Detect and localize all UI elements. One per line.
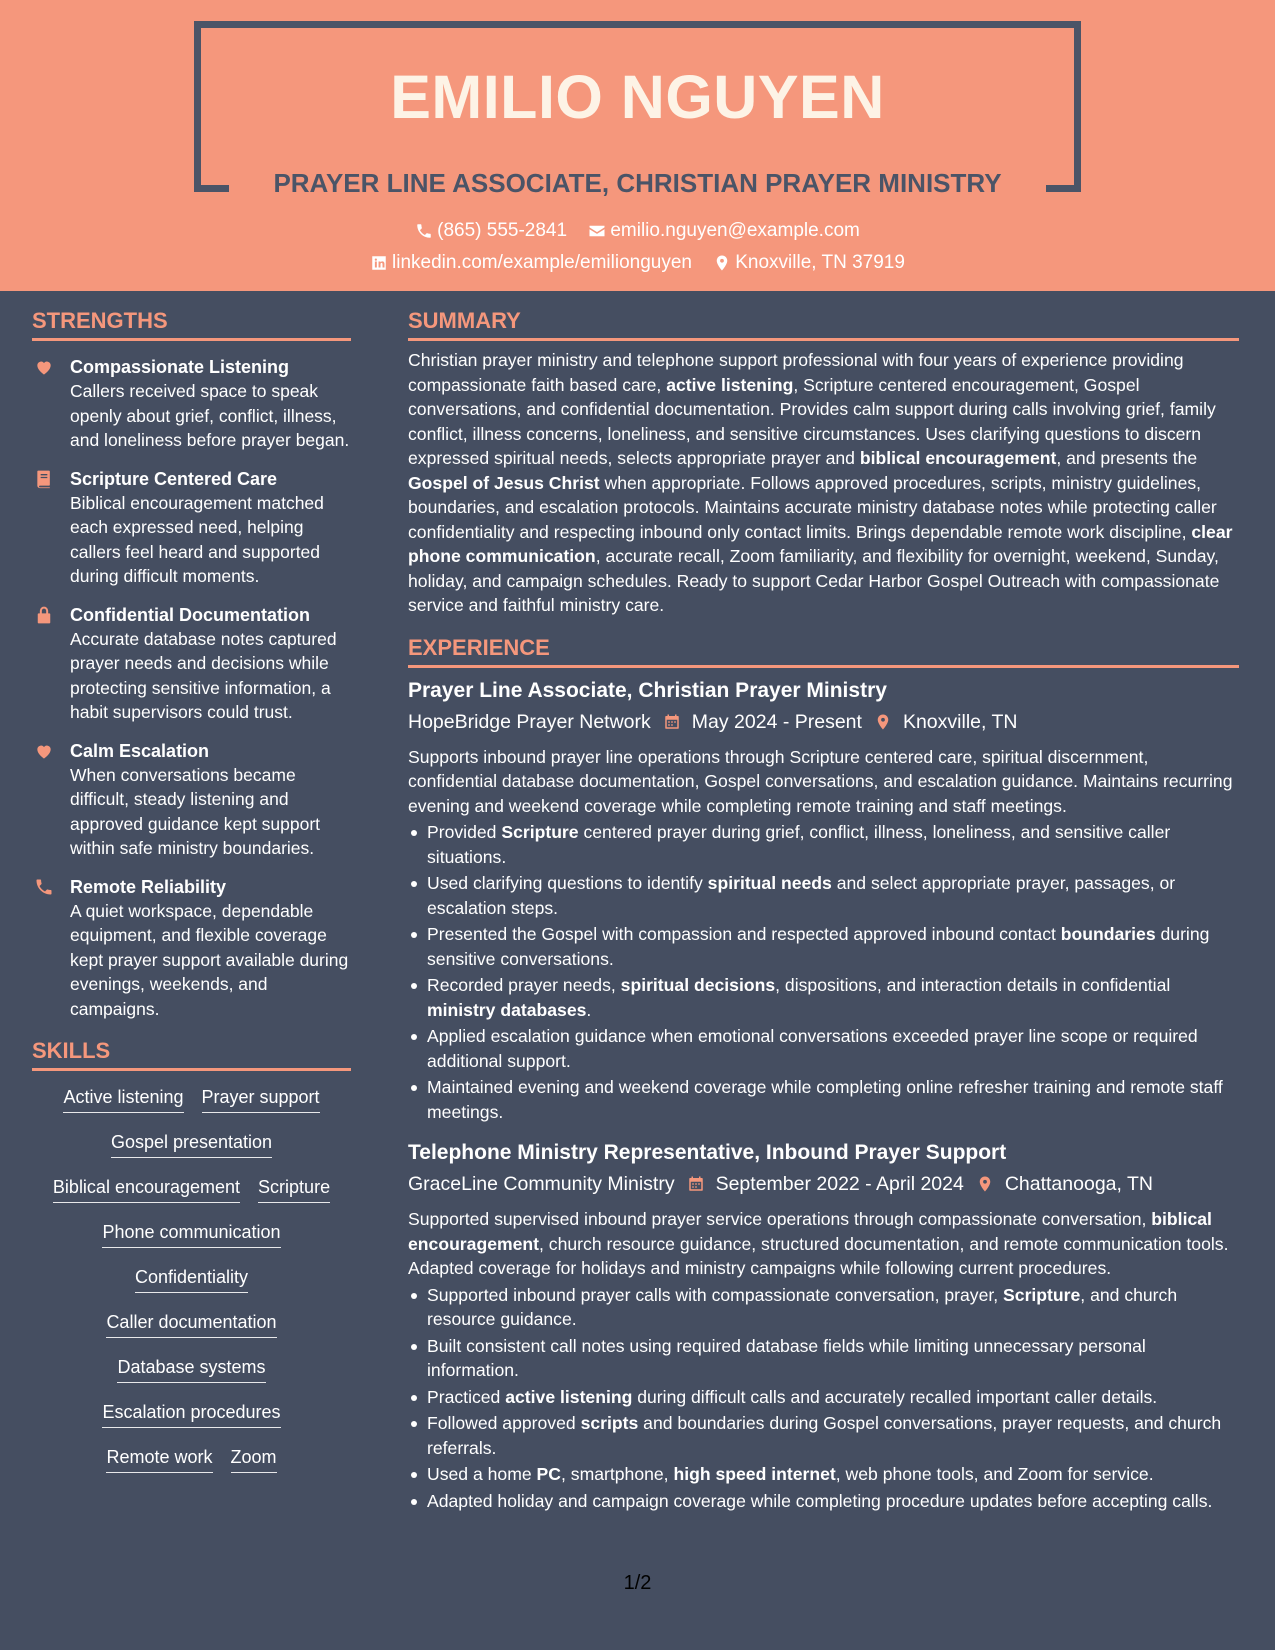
page-number: 1/2 bbox=[623, 1572, 652, 1594]
emphasis-text: spiritual decisions bbox=[620, 975, 776, 995]
text-run: centered prayer during grief, conflict, illness, loneliness, and sensitive caller situations. bbox=[427, 822, 1171, 867]
emphasis-text: boundaries bbox=[1060, 924, 1156, 944]
contact-email[interactable] bbox=[588, 220, 860, 242]
email-text: emilio.nguyen@example.com bbox=[610, 220, 860, 241]
text-run: , web phone tools, and Zoom for service. bbox=[835, 1464, 1154, 1484]
job-meta bbox=[408, 1169, 1239, 1199]
calendar-icon bbox=[687, 1175, 705, 1193]
skill-row bbox=[32, 1265, 351, 1310]
strength-body bbox=[70, 739, 351, 861]
job-description bbox=[408, 745, 1239, 819]
strength-description: A quiet workspace, dependable equipment, and flexible coverage kept prayer support available during evenings, weekends, and campaigns. bbox=[70, 900, 349, 1019]
text-run: , accurate recall, Zoom familiarity, and flexibility for overnight, weekend, Sunday, holiday, and campaign schedules. Ready to support Cedar Harbor Gospel Outreach with compassionate service and faithful ministry care. bbox=[408, 546, 1220, 615]
header-frame bbox=[194, 21, 1081, 28]
job-meta bbox=[408, 707, 1239, 737]
text-run: , church resource guidance, structured documentation, and remote communication tools. Adapted coverage for holidays and ministry campaigns while following current procedures. bbox=[408, 1233, 1229, 1278]
strength-item bbox=[32, 739, 351, 861]
bullet-item bbox=[408, 1411, 1239, 1460]
emphasis-text: biblical encouragement bbox=[408, 1209, 1212, 1254]
text-run: Provided bbox=[427, 822, 502, 842]
experience-entry bbox=[408, 676, 1239, 1125]
strength-description: When conversations became difficult, steady listening and approved guidance kept support within safe ministry boundaries. bbox=[70, 764, 321, 858]
job-bullets bbox=[408, 1283, 1239, 1514]
job-company: GraceLine Community Ministry bbox=[408, 1173, 675, 1195]
emphasis-text: PC bbox=[536, 1464, 561, 1484]
strength-description: Callers received space to speak openly about grief, conflict, illness, and loneliness before prayer began. bbox=[70, 381, 350, 450]
skill-row bbox=[32, 1355, 351, 1400]
skill-tag: Zoom bbox=[231, 1445, 277, 1473]
text-run: Built consistent call notes using required database fields while limiting unnecessary personal information. bbox=[427, 1335, 1146, 1380]
calendar-icon bbox=[663, 713, 681, 731]
bullet-item bbox=[408, 1462, 1239, 1487]
emphasis-text: active listening bbox=[505, 1386, 633, 1407]
emphasis-text: ministry databases bbox=[427, 999, 587, 1020]
skill-row bbox=[32, 1085, 351, 1130]
emphasis-text: Scripture bbox=[1003, 1284, 1081, 1305]
bullet-item bbox=[408, 1489, 1239, 1514]
map-pin-icon bbox=[713, 254, 731, 272]
strength-title: Compassionate Listening bbox=[70, 357, 290, 377]
strength-item bbox=[32, 603, 351, 725]
strength-icon-wrap bbox=[32, 467, 70, 589]
text-run: Followed approved bbox=[427, 1413, 581, 1433]
candidate-title: PRAYER LINE ASSOCIATE, CHRISTIAN PRAYER MINISTRY bbox=[273, 168, 1002, 198]
experience-heading: EXPERIENCE bbox=[408, 635, 1239, 668]
text-run: Supported inbound prayer calls with compassionate conversation, prayer, bbox=[427, 1284, 1004, 1305]
candidate-name: EMILIO NGUYEN bbox=[390, 63, 885, 131]
book-icon bbox=[34, 469, 54, 489]
text-run: when appropriate. Follows approved procedures, scripts, ministry guidelines, boundaries, and escalation protocols. Maintains accurate ministry database notes while protecting caller confidentiality and respecting inbound only contact limits. Brings dependable remote work discipline, bbox=[408, 472, 1217, 542]
skill-tag: Caller documentation bbox=[106, 1310, 276, 1338]
job-company: HopeBridge Prayer Network bbox=[408, 710, 651, 733]
text-run: Applied escalation guidance when emotional conversations exceeded prayer line scope or required additional support. bbox=[427, 1026, 1198, 1071]
text-run: . bbox=[586, 999, 592, 1020]
bullet-item bbox=[408, 973, 1239, 1022]
text-run: Supported supervised inbound prayer service operations through compassionate conversation, bbox=[408, 1209, 1152, 1229]
bullet-item bbox=[408, 1385, 1239, 1410]
resume-header bbox=[0, 0, 1275, 291]
text-run: Used a home bbox=[427, 1464, 537, 1484]
text-run: , dispositions, and interaction details in confidential bbox=[775, 975, 1171, 995]
skill-row bbox=[32, 1400, 351, 1445]
strength-body bbox=[70, 355, 351, 453]
skill-tag: Biblical encouragement bbox=[53, 1175, 240, 1203]
job-title: Telephone Ministry Representative, Inbound Prayer Support bbox=[408, 1141, 1007, 1164]
strength-item bbox=[32, 467, 351, 589]
skill-tag: Confidentiality bbox=[135, 1265, 248, 1293]
phone-text: (865) 555-2841 bbox=[437, 220, 568, 241]
strength-title: Calm Escalation bbox=[70, 740, 210, 761]
skill-tag: Escalation procedures bbox=[102, 1400, 280, 1428]
strength-icon-wrap bbox=[32, 355, 70, 453]
job-dates: September 2022 - April 2024 bbox=[715, 1173, 964, 1195]
job-bullets bbox=[408, 820, 1239, 1124]
bullet-item bbox=[408, 1075, 1239, 1124]
text-run: Practiced bbox=[427, 1386, 506, 1407]
skill-tag: Database systems bbox=[117, 1355, 265, 1383]
strength-icon-wrap bbox=[32, 603, 70, 725]
lock-icon bbox=[34, 605, 54, 625]
skills-list bbox=[32, 1085, 351, 1490]
heart-icon bbox=[34, 741, 54, 761]
strengths-heading: STRENGTHS bbox=[32, 308, 351, 341]
contact-linkedin[interactable] bbox=[370, 252, 692, 274]
bullet-item bbox=[408, 1334, 1239, 1383]
skill-tag: Active listening bbox=[63, 1085, 183, 1113]
emphasis-text: high speed internet bbox=[673, 1464, 836, 1484]
summary-heading: SUMMARY bbox=[408, 308, 1239, 341]
map-pin-icon bbox=[874, 713, 892, 731]
job-location: Knoxville, TN bbox=[902, 710, 1018, 733]
text-run: , and presents the bbox=[1056, 448, 1198, 468]
bullet-item bbox=[408, 922, 1239, 971]
job-location: Chattanooga, TN bbox=[1004, 1173, 1153, 1195]
job-description bbox=[408, 1207, 1239, 1281]
strength-title: Confidential Documentation bbox=[70, 604, 310, 625]
emphasis-text: Scripture bbox=[501, 822, 579, 842]
linkedin-icon bbox=[370, 254, 388, 272]
skill-tag: Remote work bbox=[106, 1445, 212, 1473]
text-run: Presented the Gospel with compassion and respected approved inbound contact bbox=[427, 924, 1061, 944]
text-run: Supports inbound prayer line operations through Scripture centered care, spiritual discernment, confidential database documentation, Gospel conversations, and escalation guidance. Maintains recurring evening and weekend coverage while completing remote training and staff meetings. bbox=[408, 746, 1233, 816]
bullet-item bbox=[408, 1283, 1239, 1332]
phone-icon bbox=[415, 222, 433, 240]
envelope-icon bbox=[588, 222, 606, 240]
linkedin-text: linkedin.com/example/emilionguyen bbox=[392, 252, 692, 273]
skill-tag: Gospel presentation bbox=[111, 1130, 272, 1158]
bullet-item bbox=[408, 1024, 1239, 1073]
emphasis-text: active listening bbox=[666, 374, 794, 395]
emphasis-text: clear phone communication bbox=[408, 521, 1233, 566]
skill-row bbox=[32, 1220, 351, 1265]
text-run: Maintained evening and weekend coverage while completing online refresher training and remote staff meetings. bbox=[427, 1077, 1223, 1122]
skill-tag: Prayer support bbox=[202, 1085, 320, 1113]
job-dates: May 2024 - Present bbox=[691, 710, 862, 733]
contact-line bbox=[0, 252, 1275, 278]
experience-list bbox=[408, 676, 1239, 1514]
left-column bbox=[32, 291, 351, 1490]
text-run: and select appropriate prayer, passages, or escalation steps. bbox=[427, 873, 1176, 918]
text-run: Recorded prayer needs, bbox=[427, 975, 621, 995]
strength-icon-wrap bbox=[32, 875, 70, 1022]
map-pin-icon bbox=[976, 1175, 994, 1193]
right-column bbox=[408, 291, 1239, 1515]
phone-icon bbox=[34, 877, 54, 897]
strength-body bbox=[70, 875, 351, 1022]
strengths-list bbox=[32, 355, 351, 1021]
bullet-item bbox=[408, 820, 1239, 869]
text-run: during difficult calls and accurately recalled important caller details. bbox=[632, 1386, 1158, 1407]
experience-entry bbox=[408, 1138, 1239, 1513]
text-run: , Scripture centered encouragement, Gospel conversations, and confidential documentation. Provides calm support during calls involving grief, family conflict, illness concerns, loneliness, and sensitive circumstances. Uses clarifying questions to discern expressed spiritual needs, selects appropriate prayer and bbox=[408, 374, 1216, 468]
job-title: Prayer Line Associate, Christian Prayer Ministry bbox=[408, 678, 887, 702]
strength-title: Remote Reliability bbox=[70, 876, 227, 897]
skill-row bbox=[32, 1130, 351, 1175]
strength-item bbox=[32, 875, 351, 1022]
emphasis-text: biblical encouragement bbox=[859, 448, 1057, 468]
strength-body bbox=[70, 603, 351, 725]
emphasis-text: Gospel of Jesus Christ bbox=[408, 472, 600, 493]
strength-title: Scripture Centered Care bbox=[70, 468, 278, 489]
location-text: Knoxville, TN 37919 bbox=[735, 252, 905, 273]
skill-row bbox=[32, 1445, 351, 1490]
strength-item bbox=[32, 355, 351, 453]
text-run: Christian prayer ministry and telephone support professional with four years of experience providing compassionate faith based care, bbox=[408, 350, 1184, 395]
skill-row bbox=[32, 1175, 351, 1220]
heart-icon bbox=[34, 357, 54, 377]
strength-icon-wrap bbox=[32, 739, 70, 861]
summary-text bbox=[408, 348, 1239, 618]
contact-line bbox=[0, 220, 1275, 246]
text-run: Used clarifying questions to identify bbox=[427, 873, 708, 893]
contact-location bbox=[713, 252, 905, 274]
skills-heading: SKILLS bbox=[32, 1038, 351, 1071]
text-run: during sensitive conversations. bbox=[427, 924, 1210, 969]
skill-tag: Scripture bbox=[258, 1175, 330, 1203]
contact-phone[interactable] bbox=[415, 220, 567, 242]
bullet-item bbox=[408, 871, 1239, 920]
skill-row bbox=[32, 1310, 351, 1355]
text-run: and boundaries during Gospel conversations, prayer requests, and church referrals. bbox=[427, 1413, 1222, 1458]
strength-description: Biblical encouragement matched each expressed need, helping callers feel heard and supported during difficult moments. bbox=[70, 492, 324, 586]
text-run: , and church resource guidance. bbox=[427, 1284, 1178, 1329]
strength-description: Accurate database notes captured prayer needs and decisions while protecting sensitive information, a habit supervisors could trust. bbox=[70, 628, 337, 722]
text-run: Adapted holiday and campaign coverage while completing procedure updates before accepting calls. bbox=[427, 1490, 1213, 1511]
emphasis-text: spiritual needs bbox=[707, 873, 832, 893]
skill-tag: Phone communication bbox=[102, 1220, 280, 1248]
strength-body bbox=[70, 467, 351, 589]
text-run: , smartphone, bbox=[561, 1464, 674, 1484]
emphasis-text: scripts bbox=[580, 1413, 639, 1433]
